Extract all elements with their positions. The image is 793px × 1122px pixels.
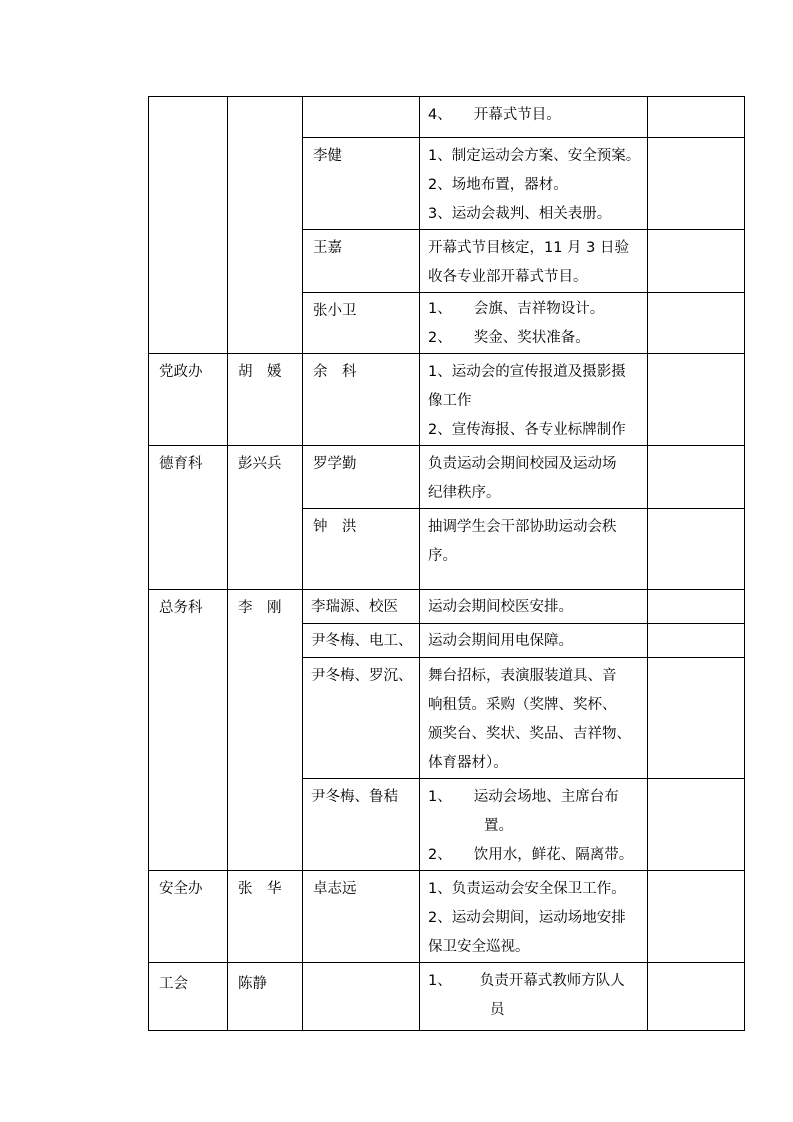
task-line: 运动会期间校医安排。	[428, 599, 573, 615]
remarks-cell	[648, 354, 745, 446]
person-cell: 李健	[303, 138, 420, 230]
person-cell: 钟 洪	[303, 509, 420, 590]
task-cell	[420, 97, 648, 138]
task-line: 运动会期间用电保障。	[428, 633, 573, 649]
person-cell: 李瑞源、校医	[303, 590, 420, 624]
remarks-cell	[648, 509, 745, 590]
task-cell	[420, 509, 648, 590]
task-line: 舞台招标，表演服装道具、音	[428, 668, 617, 684]
remarks-cell	[648, 871, 745, 963]
person-cell: 尹冬梅、电工、	[303, 624, 420, 658]
task-cell	[420, 871, 648, 963]
department-cell: 总务科	[149, 590, 228, 871]
leader-cell: 张 华	[228, 871, 303, 963]
department-cell: 德育科	[149, 446, 228, 590]
remarks-cell	[648, 97, 745, 138]
table-row	[149, 446, 745, 509]
task-cell	[420, 230, 648, 293]
task-line: 序。	[428, 548, 457, 564]
remarks-cell	[648, 590, 745, 624]
leader-cell: 彭兴兵	[228, 446, 303, 590]
task-line: 2、场地布置，器材。	[428, 177, 568, 193]
responsibility-table	[148, 96, 745, 1031]
task-line: 颁奖台、奖状、奖品、吉祥物、	[428, 726, 631, 742]
person-cell	[303, 963, 420, 1031]
remarks-cell	[648, 624, 745, 658]
leader-cell	[228, 97, 303, 354]
person-cell: 王嘉	[303, 230, 420, 293]
table-row	[149, 590, 745, 624]
task-cell	[420, 354, 648, 446]
leader-cell: 李 刚	[228, 590, 303, 871]
task-line: 保卫安全巡视。	[428, 939, 530, 955]
task-line: 2、宣传海报、各专业标牌制作	[428, 422, 626, 438]
task-cell	[420, 658, 648, 779]
leader-cell: 胡 媛	[228, 354, 303, 446]
department-cell: 工会	[149, 963, 228, 1031]
task-line: 1、 会旗、吉祥物设计。	[428, 301, 605, 317]
person-cell	[303, 97, 420, 138]
task-cell	[420, 446, 648, 509]
department-cell: 党政办	[149, 354, 228, 446]
table-row	[149, 963, 745, 1031]
remarks-cell	[648, 658, 745, 779]
task-line: 开幕式节目核定，11 月 3 日验	[428, 240, 630, 256]
task-cell	[420, 624, 648, 658]
table-row	[149, 97, 745, 138]
person-cell: 尹冬梅、罗沉、	[303, 658, 420, 779]
remarks-cell	[648, 230, 745, 293]
remarks-cell	[648, 446, 745, 509]
task-line: 1、制定运动会方案、安全预案。	[428, 148, 641, 164]
department-cell: 安全办	[149, 871, 228, 963]
table-row	[149, 354, 745, 446]
task-line: 置。	[484, 818, 513, 834]
task-line: 抽调学生会干部协助运动会秩	[428, 519, 617, 535]
task-line: 1、 运动会场地、主席台布	[428, 789, 619, 805]
task-line: 1、运动会的宣传报道及摄影摄	[428, 364, 626, 380]
task-line: 3、运动会裁判、相关表册。	[428, 206, 612, 222]
task-cell	[420, 293, 648, 354]
person-cell: 张小卫	[303, 293, 420, 354]
department-cell	[149, 97, 228, 354]
table-row	[149, 871, 745, 963]
task-line: 收各专业部开幕式节目。	[428, 269, 588, 285]
task-line: 2、运动会期间，运动场地安排	[428, 910, 626, 926]
task-cell	[420, 963, 648, 1031]
task-line: 1、负责运动会安全保卫工作。	[428, 881, 626, 897]
task-line: 响租赁。采购（奖牌、奖杯、	[428, 697, 617, 713]
person-cell: 罗学勤	[303, 446, 420, 509]
remarks-cell	[648, 963, 745, 1031]
remarks-cell	[648, 138, 745, 230]
task-line: 员	[490, 1002, 505, 1018]
task-line: 1、 负责开幕式教师方队人	[428, 973, 625, 989]
person-cell: 余 科	[303, 354, 420, 446]
task-line: 像工作	[428, 393, 472, 409]
task-line: 纪律秩序。	[428, 485, 501, 501]
remarks-cell	[648, 779, 745, 871]
task-line: 2、 奖金、奖状准备。	[428, 330, 590, 346]
task-line: 2、 饮用水，鲜花、隔离带。	[428, 847, 634, 863]
task-line: 负责运动会期间校园及运动场	[428, 456, 617, 472]
task-line: 4、 开幕式节目。	[428, 107, 561, 123]
task-cell	[420, 590, 648, 624]
task-line: 体育器材）。	[428, 755, 508, 771]
task-cell	[420, 138, 648, 230]
person-cell: 尹冬梅、鲁秸	[303, 779, 420, 871]
task-cell	[420, 779, 648, 871]
person-cell: 卓志远	[303, 871, 420, 963]
remarks-cell	[648, 293, 745, 354]
leader-cell: 陈静	[228, 963, 303, 1031]
